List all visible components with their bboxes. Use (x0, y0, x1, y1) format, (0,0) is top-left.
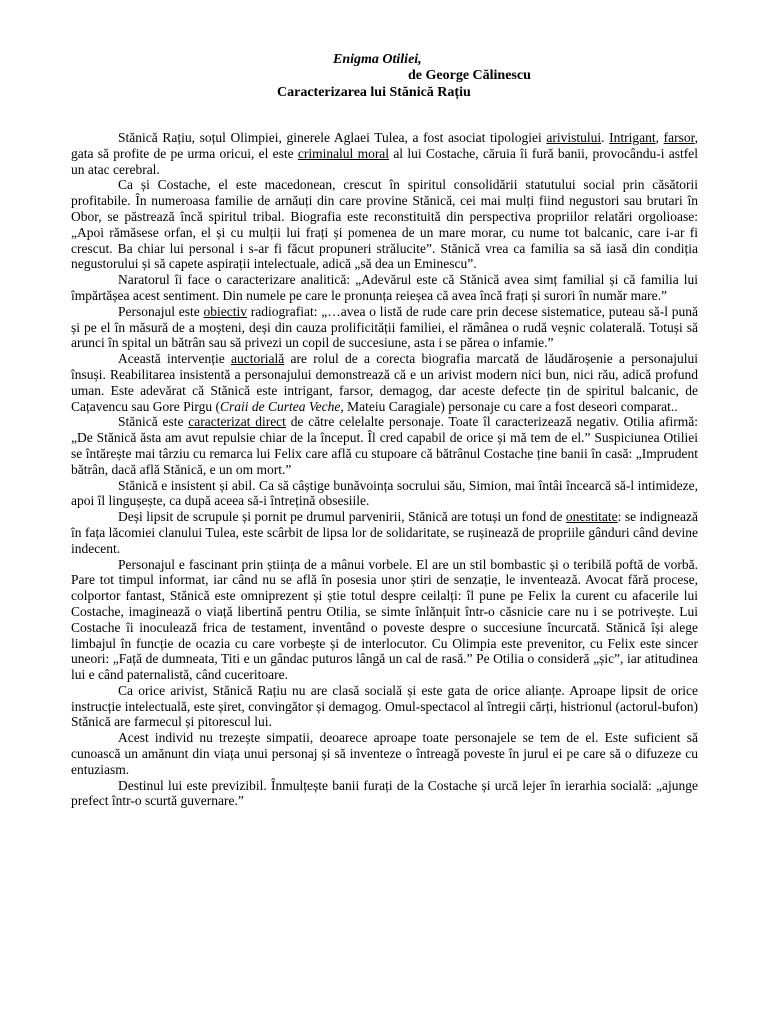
paragraph-9: Personajul e fascinant prin știința de a mânui vorbele. El are un stil bombastic și o teribilă poftă de vorbă. Pare tot timpul informat, iar când nu se află în posesia unor știri de senzație, le inventează. Avocat fără procese, colportor fantast, Stănică este omniprezent și știe totul despre ceilalți: îl pune pe Felix la curent cu afacerile lui Costache, imaginează o viață libertină pentru Otilia, se simte înlănțuit într-o căsnicie care nu i se potrivește. Lui Costache îi inoculează frica de testament, inventând o poveste despre o succesiune încurcată. Stănică își alege limbajul în funcție de ocazia cu care vorbește și de interlocutor. Cu Olimpia este prevenitor, cu Felix este sincer uneori: „Față de dumneata, Titi e un gândac puturos lângă un cal de rasă.” Pe Otilia o consideră „șic”, iar atitudinea lui e când paternalistă, când cuceritoare. (71, 556, 698, 683)
paragraph-10: Ca orice arivist, Stănică Rațiu nu are clasă socială și este gata de orice alianțe. Aproape lipsit de orice instrucție intelectuală, este șiret, convingător și demagog. Omul-spectacol al întregii cărți, histrionul (actorul-bufon) Stănică are farmecul și pitorescul lui. (71, 682, 698, 730)
paragraph-1: Stănică Rațiu, soțul Olimpiei, ginerele Aglaei Tulea, a fost asociat tipologiei arivistului. Intrigant, farsor, gata să profite de pe urma oricui, el este criminalul moral al lui Costache, căruia îi fură banii, provocându-i astfel un atac cerebral. (71, 130, 698, 177)
paragraph-5: Această intervenție auctorială are rolul de a corecta biografia marcată de lăudăroșenie a personajului însuși. Reabilitarea insistentă a personajului demonstrează că e un arivist modern nici bun, nici rău, adică profund uman. Este adevărat că Stănică este intrigant, farsor, demagog, dar aceste defecte țin de spiritul balcanic, de Cațavencu sau Gore Pirgu (Craii de Curtea Veche, Mateiu Caragiale) personaje cu care a fost deseori comparat.. (71, 351, 698, 414)
paragraph-8: Deși lipsit de scrupule și pornit pe drumul parvenirii, Stănică are totuși un fond de onestitate: se indignează în fața lăcomiei clanului Tulea, este scârbit de lipsa lor de solidaritate, se rușinează de propriile gânduri când devine indecent. (71, 509, 699, 556)
book-title-italic: Craii de Curtea Veche (219, 398, 341, 414)
paragraph-12: Destinul lui este previzibil. Înmulțește banii furați de la Costache și urcă lejer în ierarhia socială: „ajunge prefect într-o scurtă guvernare.” (71, 777, 698, 809)
paragraph-7: Stănică e insistent și abil. Ca să câștige bunăvoința socrului său, Simion, mai întâi încearcă să-l intimideze, apoi îl lingușește, ca după aceea să-i întrețină obsesiile. (71, 477, 698, 509)
keyword-underlined: caracterizat direct (188, 414, 286, 430)
keyword-underlined: arivistului (546, 130, 602, 145)
keyword-underlined: auctorială (231, 351, 285, 367)
work-title: Enigma Otiliei, (333, 52, 422, 67)
keyword-underlined: Intrigant (609, 130, 656, 145)
author-line: de George Călinescu (408, 68, 531, 83)
keyword-underlined: onestitate (565, 509, 618, 525)
keyword-underlined: obiectiv (203, 303, 247, 319)
essay-body (71, 130, 698, 809)
subject-title: Caracterizarea lui Stănică Rațiu (277, 85, 471, 100)
paragraph-4: Personajul este obiectiv radiografiat: „…avea o listă de rude care prin decese sistematice, puteau să-l pună și pe el în măsură de a moșteni, deși din cauza prolificității familiei, el rămânea o rudă veșnic colaterală. Totuși să arunci în spital un bătrân sau să privezi un copil de succesiune, asta i se părea o infamie.” (71, 303, 698, 351)
keyword-underlined: criminalul moral (297, 145, 390, 161)
paragraph-3: Naratorul îi face o caracterizare analitică: „Adevărul este că Stănică avea simț familial și că familia lui împărtășea acest sentiment. Din numele pe care le pronunța reieșea că avea încă frați și surori în număr mare.” (71, 272, 698, 303)
keyword-underlined: farsor (663, 130, 695, 145)
paragraph-11: Acest individ nu trezește simpatii, deoarece aproape toate personajele se tem de el. Este suficient să cunoască un amănunt din viața unui personaj și să inventeze o întreagă poveste în jurul ei pe care să o difuzeze cu entuziasm. (71, 730, 698, 777)
paragraph-6: Stănică este caracterizat direct de către celelalte personaje. Toate îl caracterizează negativ. Otilia afirmă: „De Stănică ăsta am avut repulsie chiar de la început. Îl cred capabil de orice și mă tem de el.” Suspiciunea Otiliei se întărește mai târziu cu remarca lui Felix care află cu stupoare că bătrânul Costache ține banii în casă: „Imprudent bătrân, dacă află Stănică, e un om mort.” (71, 414, 698, 477)
paragraph-2: Ca și Costache, el este macedonean, crescut în spiritul consolidării statutului social prin căsătorii profitabile. În numeroasa familie de arnăuți din care provine Stănică, cei mai mulți fiind negustori sau brutari în Obor, se păstrează încă spiritul tribal. Biografia este reconstituită din perspectiva propriilor relatări orgolioase: „Apoi rămăsese orfan, el și cu mulții lui frați și pomenea de un mare morar, cu nume tot balcanic, care i-ar fi crescut. Ba chiar lui personal i s-ar fi făcut propuneri strălucite”. Stănică vrea ca familia sa să iasă din condiția negustorului și să capete aspirații intelectuale, adică „să dea un Eminescu”. (71, 177, 698, 272)
